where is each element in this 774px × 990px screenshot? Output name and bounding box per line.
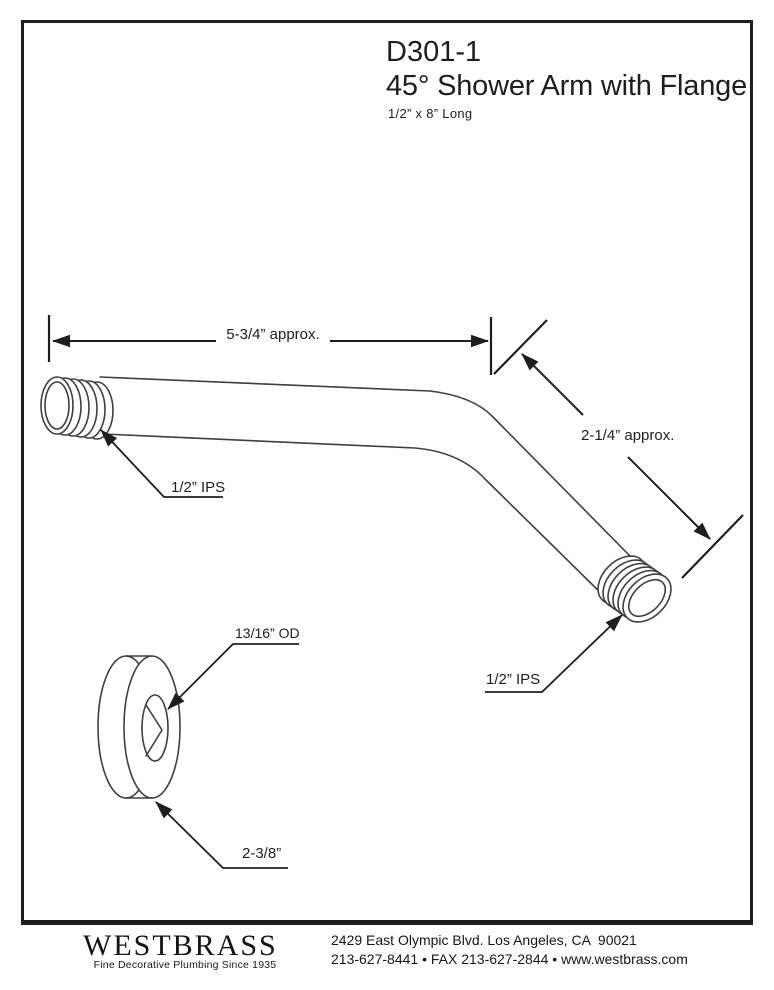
od-label: 13/16” OD bbox=[235, 625, 300, 641]
dimension-length bbox=[49, 315, 491, 375]
dim-bend-label: 2-1/4” approx. bbox=[581, 427, 675, 444]
ips-label-lower: 1/2” IPS bbox=[486, 671, 541, 688]
address-block bbox=[331, 931, 688, 968]
product-subtitle: 1/2” x 8” Long bbox=[388, 106, 473, 121]
leader-od bbox=[168, 644, 299, 709]
product-code: D301-1 bbox=[386, 36, 482, 68]
product-title: 45° Shower Arm with Flange bbox=[386, 70, 748, 102]
ips-label-upper: 1/2” IPS bbox=[171, 479, 226, 496]
dim-length-label: 5-3/4” approx. bbox=[226, 326, 320, 343]
flange bbox=[98, 656, 180, 798]
shower-arm bbox=[41, 377, 680, 631]
address-line: 2429 East Olympic Blvd. Los Angeles, CA 90021 bbox=[331, 932, 637, 948]
contact-line: 213-627-8441 • FAX 213-627-2844 • www.westbrass.com bbox=[331, 950, 688, 967]
threaded-end-upper bbox=[41, 377, 113, 439]
dimension-bend bbox=[494, 320, 743, 578]
brand-tagline: Fine Decorative Plumbing Since 1935 bbox=[93, 959, 277, 971]
brand-wordmark: WESTBRASS bbox=[83, 929, 278, 962]
flange-diameter-label: 2-3/8” bbox=[242, 845, 282, 862]
